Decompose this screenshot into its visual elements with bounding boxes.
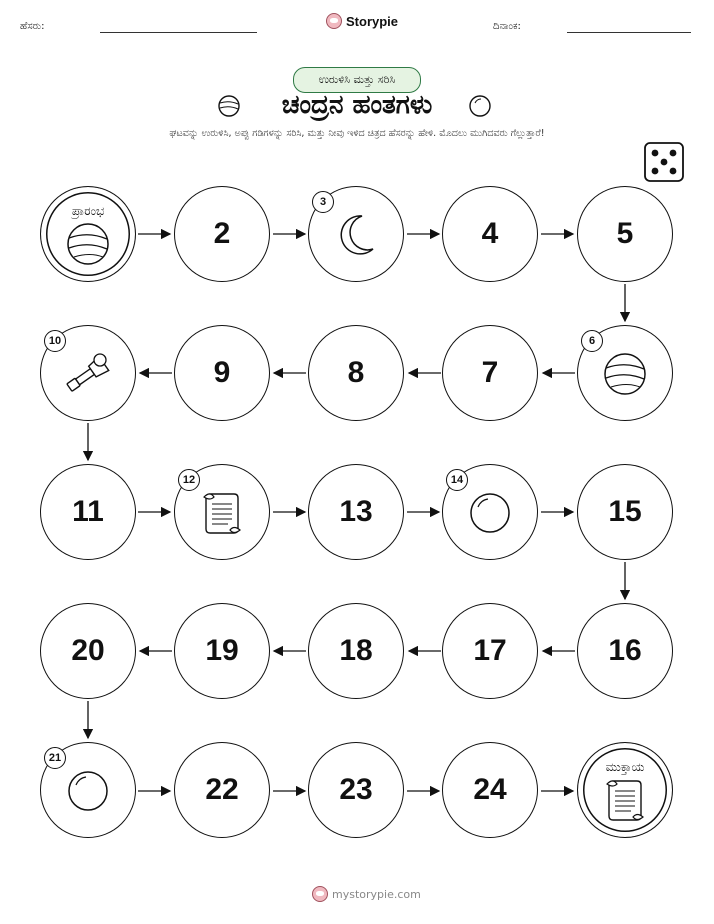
cell-number: 17 [473, 634, 507, 667]
board-cell-15 [577, 464, 673, 560]
board-cell-24 [442, 742, 538, 838]
footer-site: mystorypie.com [332, 887, 421, 901]
cell-number-badge: 21 [44, 747, 66, 769]
board-cell-5 [577, 186, 673, 282]
start-label: ಪ್ರಾರಂಭ [71, 204, 105, 218]
name-label: ಹೆಸರು: [20, 21, 45, 32]
cell-number: 4 [481, 217, 499, 250]
cell-number: 11 [72, 495, 104, 528]
cell-number: 23 [339, 773, 373, 806]
cell-number: 5 [616, 217, 634, 250]
instructions: ಘಟವನ್ನು ಉರುಳಿಸಿ, ಅಪ್ಪು ಗಡಿಗಳನ್ನು ಸರಿಸಿ, ಮತ್ತು ನೀವು ಇಳಿದ ಚಿತ್ರದ ಹೆಸರನ್ನು ಹೇಳಿ. ಮೊದಲು ಮುಗಿದವರು ಗೆಲ್ಲುತ್ತಾರೆ! [169, 128, 545, 139]
cell-number-badge: 12 [178, 469, 200, 491]
board-cell-2 [174, 186, 270, 282]
cell-number-badge: 14 [446, 469, 468, 491]
cell-number: 24 [473, 773, 507, 806]
page-title: ಚಂದ್ರನ ಹಂತಗಳು [281, 90, 433, 120]
cell-number: 7 [481, 356, 499, 389]
cell-number: 8 [347, 356, 365, 389]
bubble-icon [66, 769, 110, 817]
cell-number: 16 [608, 634, 642, 667]
cell-number-badge: 3 [312, 191, 334, 213]
board-cell-4 [442, 186, 538, 282]
board-cell-1 [40, 186, 136, 282]
ball-icon [65, 221, 111, 271]
scroll-icon [200, 489, 244, 541]
board-cell-22 [174, 742, 270, 838]
cell-number: 18 [339, 634, 373, 667]
crescent-moon-icon [336, 213, 376, 261]
footer [312, 886, 421, 902]
bubble-icon [468, 491, 512, 539]
cell-number: 22 [205, 773, 239, 806]
brand-name: Storypie [346, 13, 399, 29]
board-cell-17 [442, 603, 538, 699]
telescope-icon [63, 351, 113, 401]
board-cell-7 [442, 325, 538, 421]
cell-number: 2 [213, 217, 231, 250]
ball-icon [602, 351, 648, 401]
board-cell-25 [577, 742, 673, 838]
cell-number: 9 [213, 356, 231, 389]
cell-number: 20 [71, 634, 105, 667]
cell-number: 13 [339, 495, 373, 528]
scroll-icon [603, 776, 647, 828]
board-cell-11 [40, 464, 136, 560]
board-cell-18 [308, 603, 404, 699]
date-label: ದಿನಾಂಕ: [493, 21, 521, 32]
board-cell-19 [174, 603, 270, 699]
cell-number-badge: 10 [44, 330, 66, 352]
cell-number-badge: 6 [581, 330, 603, 352]
board-cell-8 [308, 325, 404, 421]
board-cell-23 [308, 742, 404, 838]
finish-label: ಮುಕ್ತಾಯ [605, 760, 645, 774]
board-cell-16 [577, 603, 673, 699]
board-cell-13 [308, 464, 404, 560]
board-cell-9 [174, 325, 270, 421]
game-badge: ಉರುಳಿಸಿ ಮತ್ತು ಸರಿಸಿ [293, 67, 421, 93]
cell-number: 15 [608, 495, 642, 528]
board-cell-20 [40, 603, 136, 699]
cell-number: 19 [205, 634, 239, 667]
storypie-logo-icon [312, 886, 328, 902]
